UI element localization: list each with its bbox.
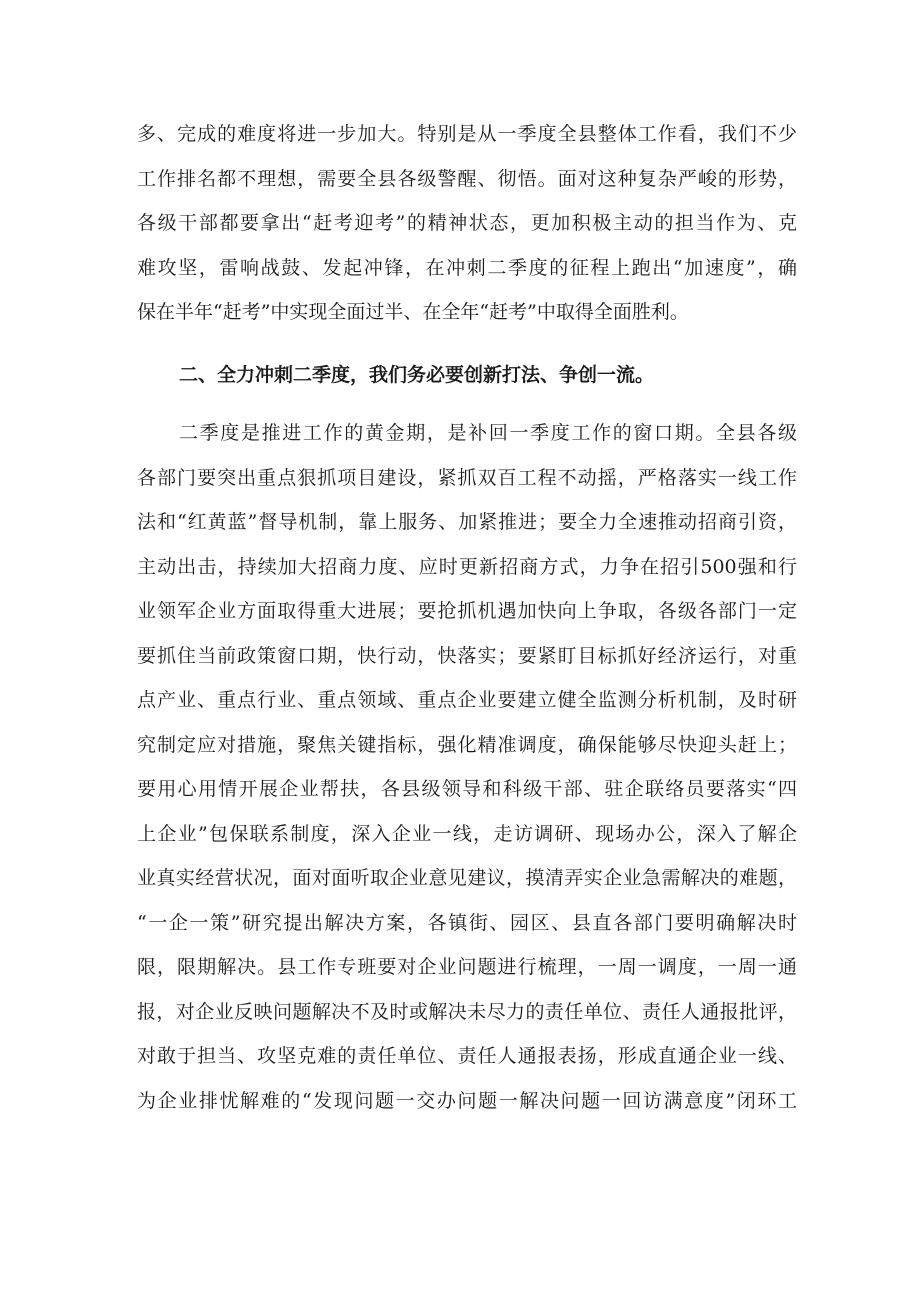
text-line: 限，限期解决。县工作专班要对企业问题进行梳理，一周一调度，一周一通 xyxy=(137,956,797,978)
text-line: 对敢于担当、攻坚克难的责任单位、责任人通报表扬，形成直通企业一线、 xyxy=(137,1045,797,1067)
section-heading: 二、全力冲刺二季度，我们务必要创新打法、争创一流。 xyxy=(179,363,655,386)
text-line: 难攻坚，雷响战鼓、发起冲锋，在冲刺二季度的征程上跑出“加速度”，确 xyxy=(137,256,797,279)
paragraph-1 xyxy=(137,112,797,335)
text-line: 多、完成的难度将进一步加大。特别是从一季度全县整体工作看，我们不少 xyxy=(137,123,797,145)
text-line: 点产业、重点行业、重点领域、重点企业要建立健全监测分析机制，及时研 xyxy=(137,689,797,711)
text-line: 报，对企业反映问题解决不及时或解决未尽力的责任单位、责任人通报批评， xyxy=(137,1000,797,1023)
text-line: 业真实经营状况，面对面听取企业意见建议，摸清弄实企业急需解决的难题， xyxy=(137,867,797,889)
text-line: 各部门要突出重点狠抓项目建设，紧抓双百工程不动摇，严格落实一线工作 xyxy=(137,466,797,489)
text-line: 业领军企业方面取得重大进展；要抢抓机遇加快向上争取，各级各部门一定 xyxy=(137,600,797,622)
text-line: 究制定应对措施，聚焦关键指标，强化精准调度，确保能够尽快迎头赶上； xyxy=(137,733,797,756)
text-line: 保在半年“赶考”中实现全面过半、在全年“赶考”中取得全面胜利。 xyxy=(137,301,689,323)
text-line: 二季度是推进工作的黄金期，是补回一季度工作的窗口期。全县各级 xyxy=(179,422,797,444)
text-line: 要抓住当前政策窗口期，快行动，快落实；要紧盯目标抓好经济运行，对重 xyxy=(137,644,797,667)
paragraph-2 xyxy=(137,411,797,1123)
text-line: “一企一策”研究提出解决方案，各镇街、园区、县直各部门要明确解决时 xyxy=(137,911,797,934)
text-line: 为企业排忧解难的“发现问题一交办问题一解决问题一回访满意度”闭环工 xyxy=(137,1089,797,1112)
text-line: 工作排名都不理想，需要全县各级警醒、彻悟。面对这种复杂严峻的形势， xyxy=(137,167,797,190)
text-line: 各级干部都要拿出“赶考迎考”的精神状态，更加积极主动的担当作为、克 xyxy=(137,212,797,234)
text-line: 上企业”包保联系制度，深入企业一线，走访调研、现场办公，深入了解企 xyxy=(137,822,797,845)
text-line: 要用心用情开展企业帮扶，各县级领导和科级干部、驻企联络员要落实“四 xyxy=(137,778,797,800)
text-line: 法和“红黄蓝”督导机制，靠上服务、加紧推进；要全力全速推动招商引资， xyxy=(137,511,797,533)
document-body xyxy=(137,112,797,1123)
text-line: 主动出击，持续加大招商力度、应时更新招商方式，力争在招引500强和行 xyxy=(137,555,797,578)
